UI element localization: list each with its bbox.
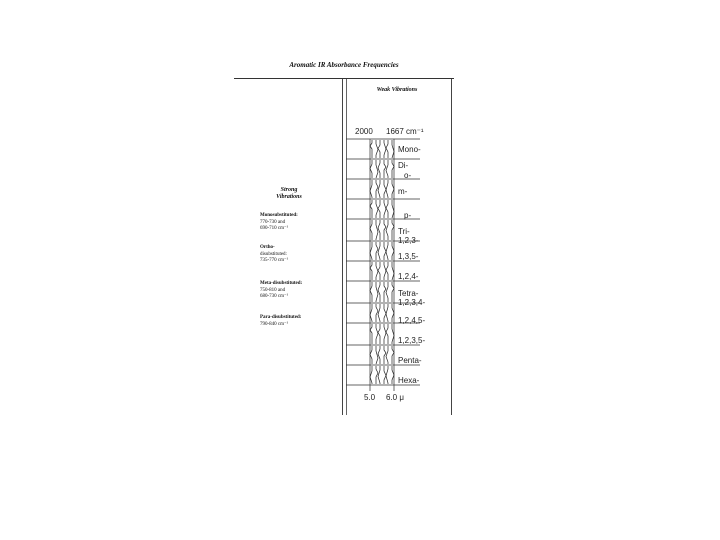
sub-para-range1: 790-840 cm⁻¹ (260, 321, 289, 327)
pattern-label-123: 1,2,3- (398, 236, 419, 245)
sub-mono-range1: 770-730 and (260, 219, 286, 225)
sub-meta-name: Meta-disubstituted: (260, 281, 303, 286)
strong-title-line1: Strong (280, 187, 298, 193)
pattern-label-penta: Penta- (398, 356, 422, 365)
absorbance-trace (376, 304, 378, 322)
pattern-label-1234: 1,2,3,4- (398, 298, 426, 307)
absorbance-trace (378, 324, 380, 344)
absorbance-trace (384, 220, 386, 240)
axis-bottom-left-label: 5.0 (364, 393, 376, 402)
absorbance-trace (376, 366, 378, 384)
absorbance-trace (376, 180, 378, 198)
absorbance-trace (386, 200, 388, 218)
absorbance-trace (378, 304, 380, 322)
axis-top-right-label: 1667 cm⁻¹ (386, 127, 424, 136)
pattern-label-tri: Tri- (398, 227, 410, 236)
absorbance-trace (384, 262, 386, 280)
absorbance-trace (384, 282, 386, 302)
absorbance-trace (376, 160, 378, 178)
sub-ortho-name: Ortho- (260, 245, 275, 250)
pattern-label-124: 1,2,4- (398, 272, 419, 281)
absorbance-trace (376, 220, 378, 240)
absorbance-trace (376, 200, 378, 218)
absorbance-trace (384, 346, 386, 364)
absorbance-trace (384, 366, 386, 384)
sub-mono-name: Monosubstituted: (260, 213, 298, 218)
sub-meta-range2: 680-730 cm⁻¹ (260, 294, 289, 299)
absorbance-trace (384, 160, 386, 178)
pattern-label-hexa: Hexa- (398, 376, 420, 385)
axis-top-left-label: 2000 (355, 127, 373, 136)
pattern-label-ortho: o- (404, 171, 412, 180)
absorbance-trace (378, 200, 380, 218)
pattern-label-para: p- (404, 211, 412, 220)
pattern-label-135: 1,3,5- (398, 252, 419, 261)
absorbance-trace (378, 346, 380, 364)
absorbance-trace (386, 220, 388, 240)
absorbance-trace (378, 242, 380, 260)
pattern-label-mono: Mono- (398, 145, 421, 154)
pattern-label-tetra: Tetra- (398, 289, 419, 298)
absorbance-trace (386, 242, 388, 260)
absorbance-trace (386, 346, 388, 364)
absorbance-trace (386, 180, 388, 198)
absorbance-trace (386, 324, 388, 344)
absorbance-trace (386, 282, 388, 302)
pattern-label-1235: 1,2,3,5- (398, 336, 426, 345)
absorbance-trace (378, 220, 380, 240)
absorbance-trace (378, 282, 380, 302)
absorbance-trace (378, 140, 380, 158)
sub-meta-range1: 750-810 and (260, 287, 286, 293)
absorbance-trace (384, 180, 386, 198)
strong-title-line2: Vibrations (276, 194, 302, 200)
absorbance-trace (378, 160, 380, 178)
weak-vibrations-title: Weak Vibrations (376, 87, 418, 93)
absorbance-trace (378, 180, 380, 198)
absorbance-trace (386, 140, 388, 158)
absorbance-trace (386, 160, 388, 178)
figure-title: Aromatic IR Absorbance Frequencies (289, 61, 399, 69)
absorbance-trace (386, 366, 388, 384)
axis-bottom-right-label: 6.0 μ (386, 393, 404, 402)
absorbance-trace (376, 282, 378, 302)
absorbance-trace (384, 140, 386, 158)
absorbance-trace (376, 324, 378, 344)
absorbance-trace (384, 324, 386, 344)
sub-ortho-range1: disubstituted: (260, 251, 287, 257)
absorbance-trace (384, 200, 386, 218)
pattern-label-di: Di- (398, 161, 409, 170)
absorbance-trace (384, 242, 386, 260)
ir-figure (234, 55, 454, 415)
sub-para-name: Para-disubstituted: (260, 315, 302, 320)
pattern-label-meta: m- (398, 187, 408, 196)
absorbance-trace (378, 366, 380, 384)
absorbance-trace (378, 262, 380, 280)
absorbance-trace (384, 304, 386, 322)
sub-ortho-range2: 735-770 cm⁻¹ (260, 258, 289, 263)
absorbance-trace (376, 242, 378, 260)
absorbance-trace (386, 304, 388, 322)
absorbance-trace (386, 262, 388, 280)
sub-mono-range2: 690-710 cm⁻¹ (260, 226, 289, 231)
pattern-label-1245: 1,2,4,5- (398, 316, 426, 325)
absorbance-trace (376, 140, 378, 158)
absorbance-trace (376, 346, 378, 364)
absorbance-trace (376, 262, 378, 280)
